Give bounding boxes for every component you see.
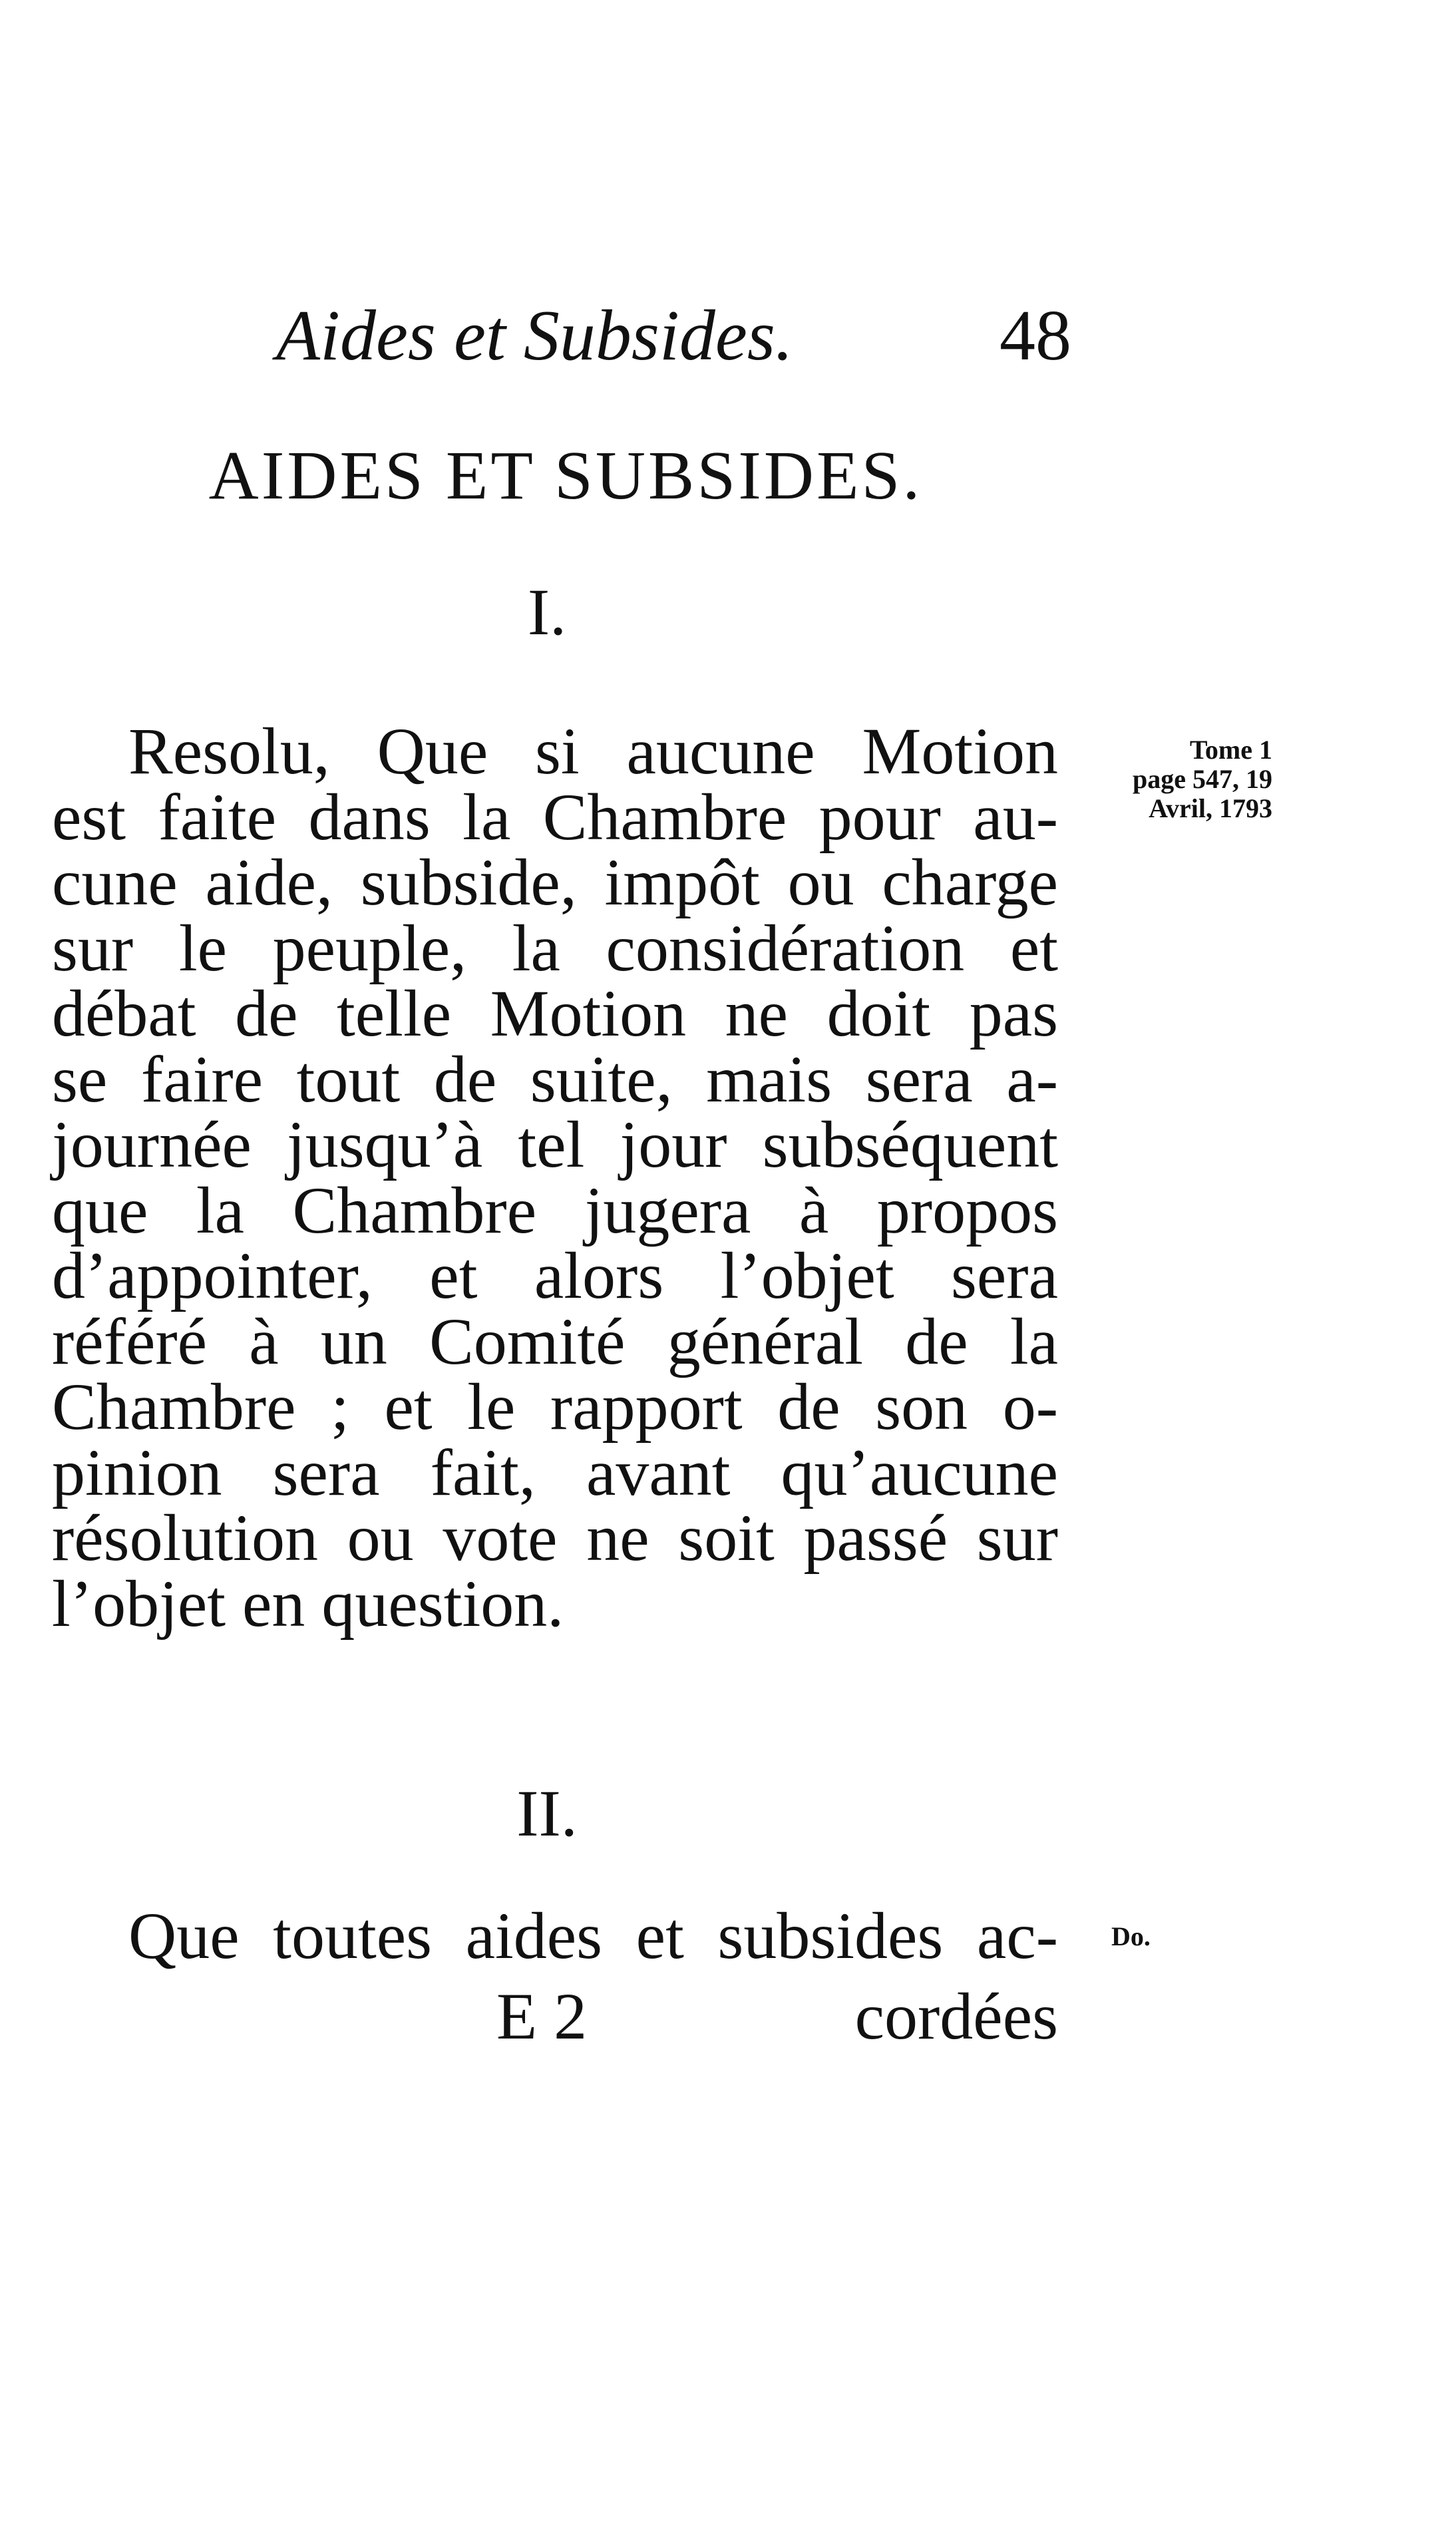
catchword: cordées	[854, 1979, 1058, 2053]
margin-note-line: Tome 1	[1189, 735, 1272, 765]
section-title: AIDES ET SUBSIDES.	[208, 437, 923, 514]
margin-note-line: Avril, 1793	[1149, 793, 1272, 823]
page-footer	[52, 1980, 1058, 2053]
text-line: Chambre ; et le rapport de son o-	[52, 1370, 1058, 1444]
article-2-text	[52, 1899, 1058, 1973]
article-numeral-2: II.	[516, 1776, 578, 1850]
margin-note-line: Do.	[1111, 1921, 1151, 1951]
text-line: résolution ou vote ne soit passé sur	[52, 1501, 1058, 1575]
text-line: débat de telle Motion ne doit pas	[52, 976, 1058, 1050]
text-line: Que toutes aides et subsides ac-	[128, 1899, 1058, 1973]
text-line: référé à un Comité général de la	[52, 1304, 1058, 1378]
text-line: journée jusqu’à tel jour subséquent	[52, 1107, 1058, 1181]
article-numeral-1: I.	[527, 575, 567, 649]
text-line: est faite dans la Chambre pour au-	[52, 779, 1058, 854]
signature-mark: E 2	[496, 1979, 588, 2053]
text-line: que la Chambre jugera à propos	[52, 1173, 1058, 1247]
text-line: pinion sera fait, avant qu’aucune	[52, 1435, 1058, 1509]
article-1-text	[52, 714, 1058, 1641]
margin-note-line: page 547, 19	[1133, 764, 1272, 794]
margin-note-2	[1111, 1922, 1311, 1951]
page-number: 48	[1000, 296, 1071, 375]
running-title: Aides et Subsides.	[276, 296, 793, 375]
text-line: cune aide, subside, impôt ou charge	[52, 845, 1058, 919]
text-line: Resolu, Que si aucune Motion	[128, 714, 1058, 788]
text-line: l’objet en question.	[52, 1566, 564, 1641]
running-header	[266, 293, 1071, 393]
text-line: d’appointer, et alors l’objet sera	[52, 1239, 1058, 1312]
text-line: se faire tout de suite, mais sera a-	[52, 1042, 1058, 1116]
margin-note-1	[1073, 735, 1272, 823]
text-line: sur le peuple, la considération et	[52, 910, 1058, 985]
